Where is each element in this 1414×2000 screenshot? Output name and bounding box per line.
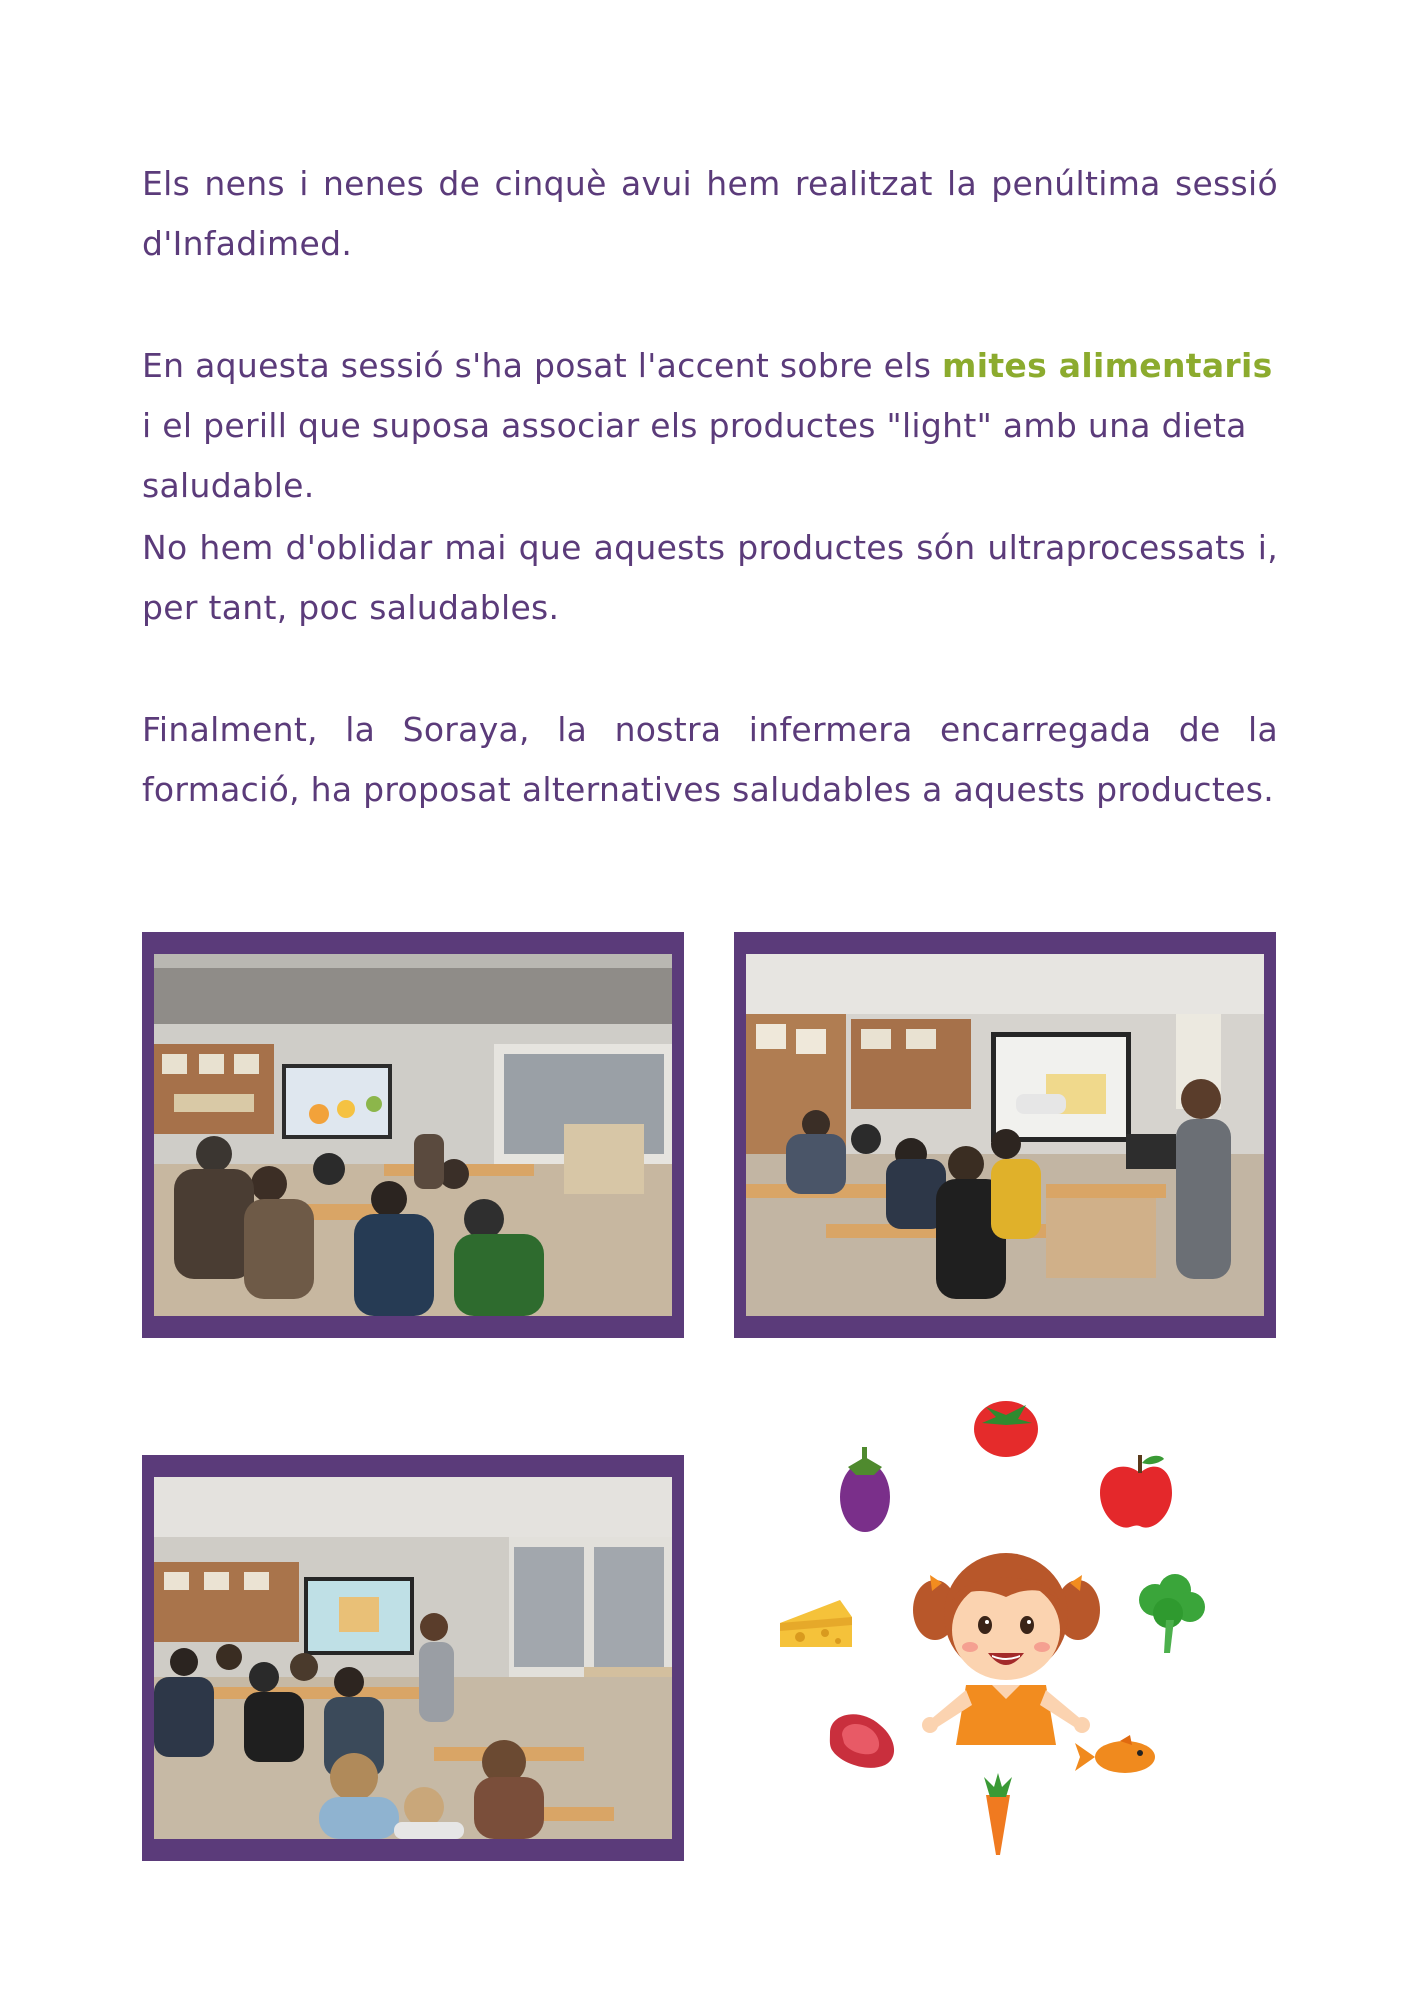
paragraph-intro-text: Els nens i nenes de cinquè avui hem realitzat la penúltima sessió d'Infadimed. xyxy=(142,164,1278,263)
tomato-icon xyxy=(974,1401,1038,1457)
broccoli-icon xyxy=(1139,1574,1205,1653)
fish-icon xyxy=(1075,1735,1155,1773)
classroom-photo-2-image xyxy=(746,954,1264,1316)
classroom-photo-3-image xyxy=(154,1477,672,1839)
classroom-photo-2 xyxy=(734,932,1276,1338)
classroom-photo-1 xyxy=(142,932,684,1338)
paragraph-alternatives xyxy=(142,700,1278,820)
carrot-icon xyxy=(984,1773,1012,1855)
classroom-photo-3 xyxy=(142,1455,684,1861)
paragraph-myths xyxy=(142,336,1278,516)
girl-icon xyxy=(913,1553,1100,1745)
paragraph-alternatives-text: Finalment, la Soraya, la nostra infermera encarregada de la formació, ha proposat alternatives saludables a aquests productes. xyxy=(142,710,1278,809)
paragraph-myths-text-end: i el perill que suposa associar els productes "light" amb una dieta saludable. xyxy=(142,406,1247,505)
paragraph-intro xyxy=(142,154,1278,274)
paragraph-ultraprocessed-text: No hem d'oblidar mai que aquests productes són ultraprocessats i, per tant, poc saludables. xyxy=(142,528,1278,627)
meat-icon xyxy=(830,1714,894,1768)
paragraph-ultraprocessed xyxy=(142,518,1278,638)
apple-icon xyxy=(1100,1455,1172,1528)
classroom-photo-1-image xyxy=(154,954,672,1316)
highlight-food-myths: mites alimentaris xyxy=(942,346,1273,385)
girl-with-healthy-foods-icon xyxy=(770,1385,1240,1865)
paragraph-myths-text-start: En aquesta sessió s'ha posat l'accent sobre els xyxy=(142,346,943,385)
eggplant-icon xyxy=(840,1447,890,1532)
cheese-icon xyxy=(780,1600,852,1647)
